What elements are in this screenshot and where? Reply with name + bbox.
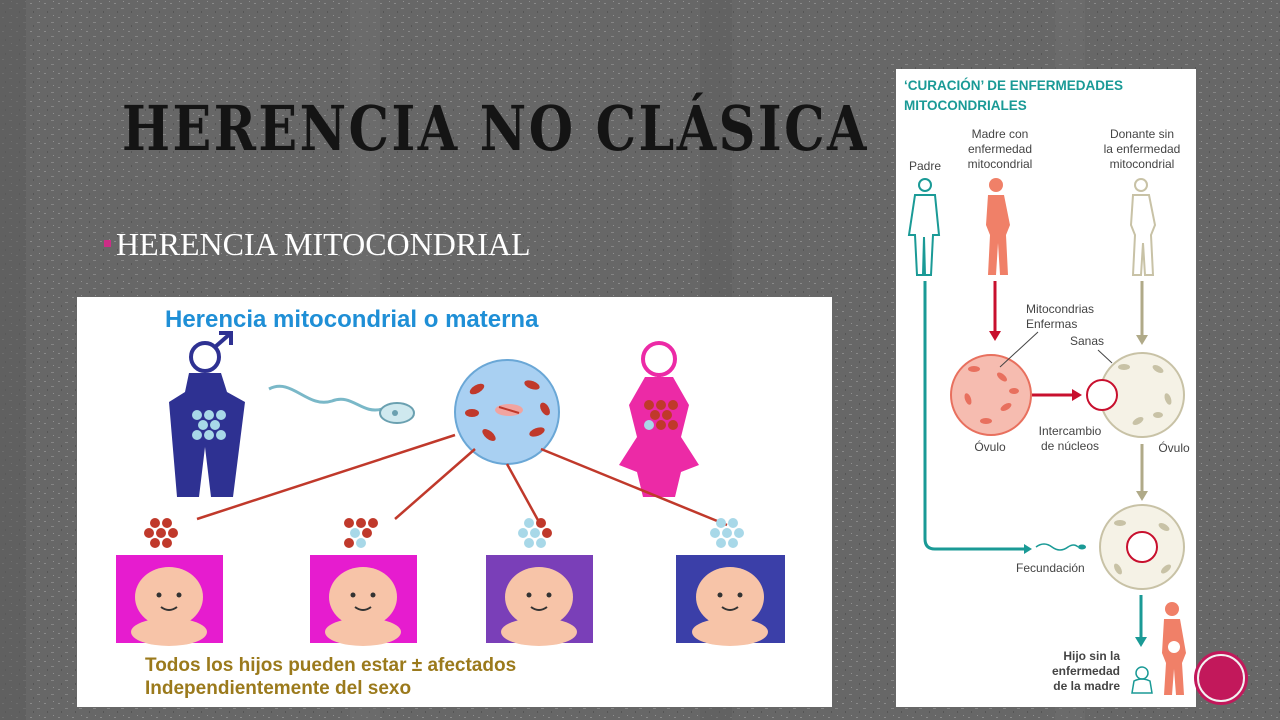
father-label: Padre	[908, 159, 942, 173]
exchange-label-1: Intercambio	[1038, 424, 1102, 438]
fertilizing-sperm-icon	[1036, 544, 1086, 550]
slide-nav-button[interactable]	[1197, 654, 1245, 702]
ovum-right-label: Óvulo	[1158, 441, 1190, 455]
sperm-icon	[269, 386, 414, 423]
embryo-down-arrow	[1135, 595, 1147, 647]
left-caption-line1: Todos los hijos pueden estar ± afectados	[145, 655, 517, 676]
mito-pointer-line	[1000, 332, 1038, 367]
mitochondrial-inheritance-figure	[77, 297, 832, 707]
child4-mitochondria-icon	[710, 518, 744, 548]
donor-label-2: la enfermedad	[1103, 142, 1181, 156]
donor-label-1: Donante sin	[1109, 127, 1175, 141]
child1-mitochondria-icon	[144, 518, 178, 548]
baby-1-icon	[116, 555, 223, 646]
mitochondrial-cure-figure	[896, 69, 1196, 707]
mother-label-3: mitocondrial	[967, 157, 1033, 171]
exchange-label-2: de núcleos	[1040, 439, 1100, 453]
donor-label-3: mitocondrial	[1109, 157, 1175, 171]
healthy-child-icon	[1132, 667, 1152, 693]
egg-cell-icon	[455, 360, 559, 464]
child3-mitochondria-icon	[518, 518, 552, 548]
donor-icon	[1131, 179, 1155, 275]
exchange-arrow	[1032, 389, 1082, 401]
mother-with-child-icon	[1162, 602, 1186, 695]
mito-label-2: Enfermas	[1026, 317, 1078, 331]
healthy-pointer-line	[1098, 350, 1112, 363]
healthy-label: Sanas	[1070, 334, 1105, 348]
donor-ovum-down-arrow	[1136, 444, 1148, 501]
mother-figure-icon	[619, 377, 699, 497]
child2-mitochondria-icon	[344, 518, 378, 548]
male-symbol-icon	[191, 333, 231, 371]
child-label-2: enfermedad	[1051, 664, 1120, 678]
slide-title: HERENCIA NO CLÁSICA	[122, 92, 869, 165]
left-figure-title: Herencia mitocondrial o materna	[165, 306, 539, 333]
reconstructed-ovum-icon	[1100, 505, 1184, 589]
mother-down-arrow	[989, 281, 1001, 341]
diseased-ovum-icon	[951, 355, 1031, 435]
right-heading-line1: ‘CURACIÓN’ DE ENFERMEDADES	[904, 78, 1124, 93]
fertilization-label: Fecundación	[1016, 561, 1085, 575]
donor-down-arrow	[1136, 281, 1148, 345]
ovum-left-label: Óvulo	[974, 440, 1006, 454]
bullet-marker	[104, 240, 111, 247]
transferred-nucleus-icon	[1087, 380, 1117, 410]
bullet-text: HERENCIA MITOCONDRIAL	[116, 226, 531, 262]
child-label-3: de la madre	[1053, 679, 1120, 693]
bullet-item	[104, 226, 531, 263]
baby-4-icon	[676, 555, 785, 646]
left-caption-line2: Independientemente del sexo	[145, 678, 412, 699]
mother-icon	[986, 178, 1010, 275]
mother-label-1: Madre con	[971, 127, 1029, 141]
baby-3-icon	[486, 555, 593, 646]
mother-label-2: enfermedad	[967, 142, 1033, 156]
right-heading-line2: MITOCONDRIALES	[904, 98, 1027, 113]
mito-label-1: Mitocondrias	[1026, 302, 1095, 316]
child-label-1: Hijo sin la	[1063, 649, 1120, 663]
baby-2-icon	[310, 555, 417, 646]
father-icon	[909, 179, 939, 275]
